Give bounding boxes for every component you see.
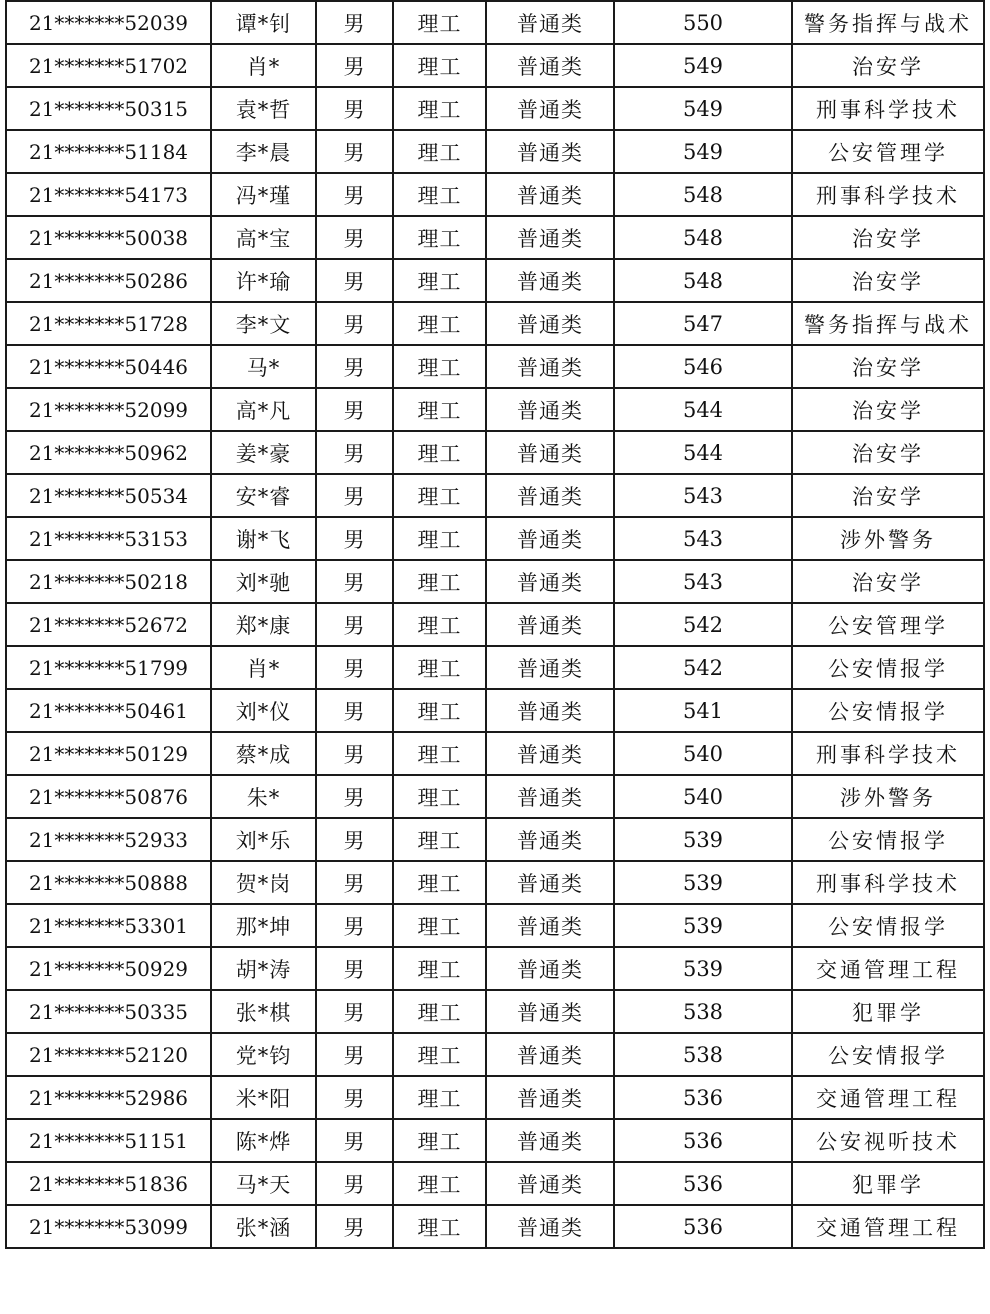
major-cell: 治安学	[792, 345, 984, 388]
category-cell: 普通类	[486, 44, 614, 87]
score-cell: 538	[614, 990, 792, 1033]
candidate-id-cell: 21*******53153	[6, 517, 211, 560]
major-cell: 刑事科学技术	[792, 173, 984, 216]
gender-cell: 男	[316, 1033, 393, 1076]
major-cell: 公安情报学	[792, 1033, 984, 1076]
candidate-id-cell: 21*******50888	[6, 861, 211, 904]
score-cell: 543	[614, 517, 792, 560]
candidate-id-cell: 21*******50129	[6, 732, 211, 775]
major-cell: 公安情报学	[792, 646, 984, 689]
category-cell: 普通类	[486, 775, 614, 818]
candidate-id-cell: 21*******50929	[6, 947, 211, 990]
table-row	[6, 560, 984, 603]
major-cell: 公安视听技术	[792, 1119, 984, 1162]
subject-cell: 理工	[393, 345, 486, 388]
gender-cell: 男	[316, 302, 393, 345]
gender-cell: 男	[316, 861, 393, 904]
category-cell: 普通类	[486, 216, 614, 259]
name-cell: 刘*乐	[211, 818, 316, 861]
score-cell: 548	[614, 216, 792, 259]
subject-cell: 理工	[393, 259, 486, 302]
gender-cell: 男	[316, 87, 393, 130]
category-cell: 普通类	[486, 861, 614, 904]
subject-cell: 理工	[393, 517, 486, 560]
subject-cell: 理工	[393, 130, 486, 173]
table-row	[6, 1, 984, 44]
table-row	[6, 947, 984, 990]
name-cell: 冯*瑾	[211, 173, 316, 216]
category-cell: 普通类	[486, 302, 614, 345]
category-cell: 普通类	[486, 259, 614, 302]
table-row	[6, 173, 984, 216]
subject-cell: 理工	[393, 44, 486, 87]
table-row	[6, 345, 984, 388]
major-cell: 公安情报学	[792, 689, 984, 732]
category-cell: 普通类	[486, 990, 614, 1033]
gender-cell: 男	[316, 603, 393, 646]
subject-cell: 理工	[393, 861, 486, 904]
candidate-id-cell: 21*******50461	[6, 689, 211, 732]
candidate-id-cell: 21*******51728	[6, 302, 211, 345]
major-cell: 刑事科学技术	[792, 861, 984, 904]
table-row	[6, 990, 984, 1033]
subject-cell: 理工	[393, 1119, 486, 1162]
subject-cell: 理工	[393, 818, 486, 861]
name-cell: 李*晨	[211, 130, 316, 173]
table-row	[6, 1162, 984, 1205]
table-row	[6, 818, 984, 861]
name-cell: 蔡*成	[211, 732, 316, 775]
candidate-id-cell: 21*******50876	[6, 775, 211, 818]
subject-cell: 理工	[393, 388, 486, 431]
table-row	[6, 1205, 984, 1248]
major-cell: 涉外警务	[792, 775, 984, 818]
score-cell: 542	[614, 603, 792, 646]
category-cell: 普通类	[486, 345, 614, 388]
table-row	[6, 861, 984, 904]
candidate-id-cell: 21*******54173	[6, 173, 211, 216]
major-cell: 治安学	[792, 259, 984, 302]
category-cell: 普通类	[486, 1162, 614, 1205]
subject-cell: 理工	[393, 1205, 486, 1248]
candidate-id-cell: 21*******51799	[6, 646, 211, 689]
name-cell: 李*文	[211, 302, 316, 345]
candidate-id-cell: 21*******50962	[6, 431, 211, 474]
admission-table	[5, 0, 985, 1249]
gender-cell: 男	[316, 775, 393, 818]
candidate-id-cell: 21*******52986	[6, 1076, 211, 1119]
category-cell: 普通类	[486, 689, 614, 732]
gender-cell: 男	[316, 1162, 393, 1205]
table-row	[6, 388, 984, 431]
name-cell: 肖*	[211, 44, 316, 87]
name-cell: 陈*烨	[211, 1119, 316, 1162]
subject-cell: 理工	[393, 904, 486, 947]
gender-cell: 男	[316, 904, 393, 947]
major-cell: 警务指挥与战术	[792, 302, 984, 345]
candidate-id-cell: 21*******50038	[6, 216, 211, 259]
table-row	[6, 474, 984, 517]
name-cell: 贺*岗	[211, 861, 316, 904]
name-cell: 姜*豪	[211, 431, 316, 474]
gender-cell: 男	[316, 947, 393, 990]
major-cell: 治安学	[792, 44, 984, 87]
table-row	[6, 517, 984, 560]
name-cell: 安*睿	[211, 474, 316, 517]
name-cell: 张*棋	[211, 990, 316, 1033]
category-cell: 普通类	[486, 87, 614, 130]
candidate-id-cell: 21*******52120	[6, 1033, 211, 1076]
subject-cell: 理工	[393, 947, 486, 990]
major-cell: 公安情报学	[792, 818, 984, 861]
subject-cell: 理工	[393, 1, 486, 44]
score-cell: 536	[614, 1205, 792, 1248]
score-cell: 539	[614, 818, 792, 861]
gender-cell: 男	[316, 44, 393, 87]
subject-cell: 理工	[393, 173, 486, 216]
name-cell: 党*钧	[211, 1033, 316, 1076]
score-cell: 548	[614, 259, 792, 302]
score-cell: 548	[614, 173, 792, 216]
gender-cell: 男	[316, 1, 393, 44]
name-cell: 谭*钊	[211, 1, 316, 44]
major-cell: 治安学	[792, 216, 984, 259]
name-cell: 刘*仪	[211, 689, 316, 732]
category-cell: 普通类	[486, 431, 614, 474]
score-cell: 550	[614, 1, 792, 44]
score-cell: 536	[614, 1162, 792, 1205]
name-cell: 袁*哲	[211, 87, 316, 130]
table-row	[6, 259, 984, 302]
candidate-id-cell: 21*******50446	[6, 345, 211, 388]
score-cell: 547	[614, 302, 792, 345]
candidate-id-cell: 21*******50534	[6, 474, 211, 517]
table-row	[6, 603, 984, 646]
gender-cell: 男	[316, 130, 393, 173]
subject-cell: 理工	[393, 1076, 486, 1119]
table-row	[6, 216, 984, 259]
table-row	[6, 44, 984, 87]
table-row	[6, 732, 984, 775]
name-cell: 马*天	[211, 1162, 316, 1205]
candidate-id-cell: 21*******50286	[6, 259, 211, 302]
category-cell: 普通类	[486, 1205, 614, 1248]
score-cell: 539	[614, 904, 792, 947]
gender-cell: 男	[316, 732, 393, 775]
gender-cell: 男	[316, 990, 393, 1033]
score-cell: 536	[614, 1076, 792, 1119]
score-cell: 540	[614, 775, 792, 818]
category-cell: 普通类	[486, 1119, 614, 1162]
score-cell: 540	[614, 732, 792, 775]
major-cell: 交通管理工程	[792, 1205, 984, 1248]
name-cell: 许*瑜	[211, 259, 316, 302]
major-cell: 刑事科学技术	[792, 87, 984, 130]
gender-cell: 男	[316, 1205, 393, 1248]
score-cell: 549	[614, 44, 792, 87]
table-row	[6, 904, 984, 947]
gender-cell: 男	[316, 388, 393, 431]
major-cell: 治安学	[792, 388, 984, 431]
name-cell: 马*	[211, 345, 316, 388]
major-cell: 公安管理学	[792, 603, 984, 646]
major-cell: 交通管理工程	[792, 1076, 984, 1119]
category-cell: 普通类	[486, 1, 614, 44]
name-cell: 谢*飞	[211, 517, 316, 560]
name-cell: 高*宝	[211, 216, 316, 259]
major-cell: 交通管理工程	[792, 947, 984, 990]
candidate-id-cell: 21*******50335	[6, 990, 211, 1033]
candidate-id-cell: 21*******51151	[6, 1119, 211, 1162]
table-row	[6, 431, 984, 474]
subject-cell: 理工	[393, 474, 486, 517]
gender-cell: 男	[316, 1119, 393, 1162]
gender-cell: 男	[316, 431, 393, 474]
gender-cell: 男	[316, 1076, 393, 1119]
major-cell: 治安学	[792, 474, 984, 517]
gender-cell: 男	[316, 474, 393, 517]
major-cell: 涉外警务	[792, 517, 984, 560]
table-row	[6, 775, 984, 818]
candidate-id-cell: 21*******51184	[6, 130, 211, 173]
subject-cell: 理工	[393, 775, 486, 818]
category-cell: 普通类	[486, 904, 614, 947]
gender-cell: 男	[316, 818, 393, 861]
table-row	[6, 689, 984, 732]
table-row	[6, 1033, 984, 1076]
score-cell: 542	[614, 646, 792, 689]
major-cell: 公安管理学	[792, 130, 984, 173]
score-cell: 539	[614, 861, 792, 904]
name-cell: 那*坤	[211, 904, 316, 947]
table-row	[6, 87, 984, 130]
score-cell: 543	[614, 474, 792, 517]
name-cell: 胡*涛	[211, 947, 316, 990]
name-cell: 张*涵	[211, 1205, 316, 1248]
gender-cell: 男	[316, 689, 393, 732]
table-row	[6, 646, 984, 689]
category-cell: 普通类	[486, 560, 614, 603]
major-cell: 公安情报学	[792, 904, 984, 947]
subject-cell: 理工	[393, 1162, 486, 1205]
table-row	[6, 1076, 984, 1119]
name-cell: 肖*	[211, 646, 316, 689]
score-cell: 543	[614, 560, 792, 603]
subject-cell: 理工	[393, 560, 486, 603]
category-cell: 普通类	[486, 474, 614, 517]
category-cell: 普通类	[486, 818, 614, 861]
gender-cell: 男	[316, 517, 393, 560]
subject-cell: 理工	[393, 302, 486, 345]
candidate-id-cell: 21*******52039	[6, 1, 211, 44]
category-cell: 普通类	[486, 388, 614, 431]
score-cell: 541	[614, 689, 792, 732]
major-cell: 警务指挥与战术	[792, 1, 984, 44]
subject-cell: 理工	[393, 689, 486, 732]
score-cell: 539	[614, 947, 792, 990]
table-row	[6, 302, 984, 345]
score-cell: 546	[614, 345, 792, 388]
score-cell: 549	[614, 87, 792, 130]
table-row	[6, 1119, 984, 1162]
name-cell: 郑*康	[211, 603, 316, 646]
candidate-id-cell: 21*******50315	[6, 87, 211, 130]
candidate-id-cell: 21*******53099	[6, 1205, 211, 1248]
admission-table-body	[6, 1, 984, 1248]
candidate-id-cell: 21*******50218	[6, 560, 211, 603]
category-cell: 普通类	[486, 947, 614, 990]
candidate-id-cell: 21*******51836	[6, 1162, 211, 1205]
major-cell: 治安学	[792, 560, 984, 603]
gender-cell: 男	[316, 173, 393, 216]
score-cell: 536	[614, 1119, 792, 1162]
subject-cell: 理工	[393, 646, 486, 689]
major-cell: 犯罪学	[792, 990, 984, 1033]
gender-cell: 男	[316, 646, 393, 689]
category-cell: 普通类	[486, 603, 614, 646]
table-row	[6, 130, 984, 173]
name-cell: 高*凡	[211, 388, 316, 431]
category-cell: 普通类	[486, 1076, 614, 1119]
name-cell: 刘*驰	[211, 560, 316, 603]
gender-cell: 男	[316, 560, 393, 603]
candidate-id-cell: 21*******52099	[6, 388, 211, 431]
subject-cell: 理工	[393, 87, 486, 130]
candidate-id-cell: 21*******52672	[6, 603, 211, 646]
subject-cell: 理工	[393, 732, 486, 775]
subject-cell: 理工	[393, 431, 486, 474]
gender-cell: 男	[316, 259, 393, 302]
score-cell: 544	[614, 388, 792, 431]
subject-cell: 理工	[393, 990, 486, 1033]
candidate-id-cell: 21*******51702	[6, 44, 211, 87]
major-cell: 刑事科学技术	[792, 732, 984, 775]
category-cell: 普通类	[486, 130, 614, 173]
name-cell: 米*阳	[211, 1076, 316, 1119]
candidate-id-cell: 21*******52933	[6, 818, 211, 861]
category-cell: 普通类	[486, 173, 614, 216]
major-cell: 治安学	[792, 431, 984, 474]
gender-cell: 男	[316, 345, 393, 388]
name-cell: 朱*	[211, 775, 316, 818]
score-cell: 538	[614, 1033, 792, 1076]
category-cell: 普通类	[486, 1033, 614, 1076]
subject-cell: 理工	[393, 1033, 486, 1076]
subject-cell: 理工	[393, 216, 486, 259]
category-cell: 普通类	[486, 732, 614, 775]
category-cell: 普通类	[486, 646, 614, 689]
major-cell: 犯罪学	[792, 1162, 984, 1205]
candidate-id-cell: 21*******53301	[6, 904, 211, 947]
gender-cell: 男	[316, 216, 393, 259]
score-cell: 544	[614, 431, 792, 474]
subject-cell: 理工	[393, 603, 486, 646]
score-cell: 549	[614, 130, 792, 173]
category-cell: 普通类	[486, 517, 614, 560]
